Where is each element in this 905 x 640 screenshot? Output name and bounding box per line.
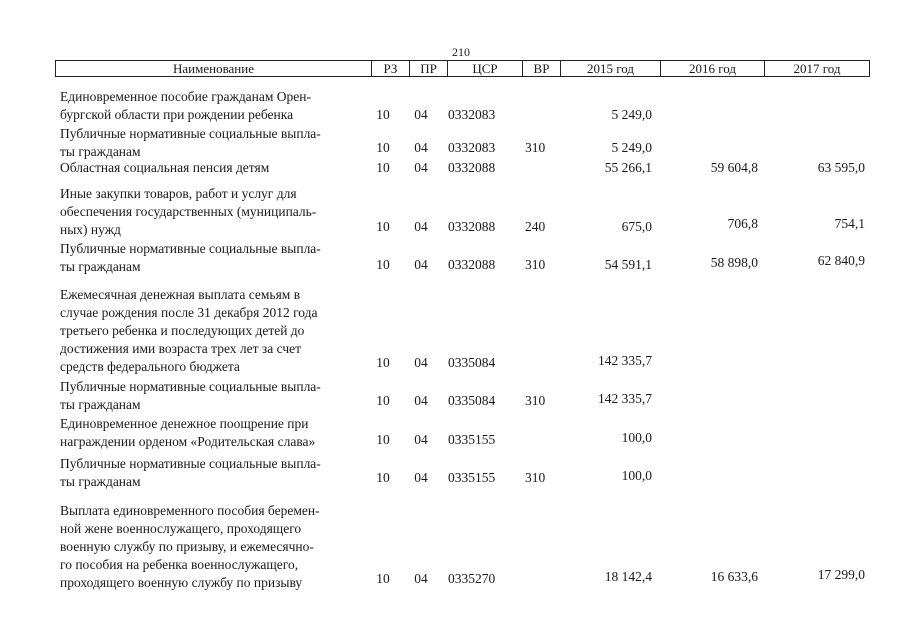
row-2017: 62 840,9	[817, 253, 865, 268]
row-2015: 55 266,1	[604, 160, 652, 175]
row-rz: 10	[376, 571, 390, 586]
row-name: Областная социальная пенсия детям	[60, 160, 270, 175]
row-csr: 0332083	[448, 107, 496, 122]
row-2016: 58 898,0	[710, 255, 758, 270]
row-name: Выплата единовременного пособия беремен- ной жене военнослужащего, проходящего военную службу по призыву, и ежемесячно- го пособия на ребенка военнослужащего, проходящего военную службу по призыву	[60, 503, 320, 590]
column-header-rz: РЗ	[371, 61, 409, 76]
column-header-2016: 2016 год	[660, 61, 764, 76]
row-pr: 04	[414, 160, 428, 175]
row-csr: 0335270	[448, 571, 496, 586]
row-rz: 10	[376, 140, 390, 155]
row-vr: 310	[525, 470, 546, 485]
row-rz: 10	[376, 470, 390, 485]
row-2016: 706,8	[727, 216, 758, 231]
row-2015: 100,0	[621, 430, 652, 445]
row-pr: 04	[414, 140, 428, 155]
row-name: Публичные нормативные социальные выпла- ты гражданам	[60, 241, 321, 274]
row-pr: 04	[414, 470, 428, 485]
row-pr: 04	[414, 432, 428, 447]
row-2015: 54 591,1	[604, 257, 652, 272]
table-header	[55, 60, 870, 77]
column-header-2015: 2015 год	[560, 61, 660, 76]
row-2015: 675,0	[621, 219, 652, 234]
row-rz: 10	[376, 355, 390, 370]
row-vr: 240	[525, 219, 546, 234]
row-rz: 10	[376, 432, 390, 447]
row-pr: 04	[414, 571, 428, 586]
row-csr: 0332088	[448, 257, 496, 272]
row-name: Ежемесячная денежная выплата семьям в случае рождения после 31 декабря 2012 года третьего ребенка и последующих детей до достижения ими возраста трех лет за счет средств федерального бюджета	[60, 287, 318, 374]
row-pr: 04	[414, 355, 428, 370]
row-csr: 0332088	[448, 219, 496, 234]
row-2016: 59 604,8	[710, 160, 758, 175]
row-name: Публичные нормативные социальные выпла- ты гражданам	[60, 126, 321, 159]
row-csr: 0335084	[448, 393, 496, 408]
row-2015: 142 335,7	[598, 391, 652, 406]
row-name: Публичные нормативные социальные выпла- ты гражданам	[60, 456, 321, 489]
row-csr: 0335155	[448, 432, 496, 447]
row-pr: 04	[414, 107, 428, 122]
column-header-vr: ВР	[522, 61, 560, 76]
row-2015: 142 335,7	[598, 353, 652, 368]
column-header-csr: ЦСР	[447, 61, 522, 76]
row-2015: 5 249,0	[611, 107, 652, 122]
row-pr: 04	[414, 257, 428, 272]
row-2015: 5 249,0	[611, 140, 652, 155]
row-rz: 10	[376, 257, 390, 272]
row-rz: 10	[376, 393, 390, 408]
row-rz: 10	[376, 107, 390, 122]
row-pr: 04	[414, 219, 428, 234]
row-2017: 63 595,0	[817, 160, 865, 175]
row-name: Единовременное пособие гражданам Орен- бургской области при рождении ребенка	[60, 89, 312, 122]
row-csr: 0332088	[448, 160, 496, 175]
column-header-2017: 2017 год	[764, 61, 869, 76]
column-header-pr: ПР	[409, 61, 447, 76]
row-name: Единовременное денежное поощрение при награждении орденом «Родительская слава»	[60, 416, 316, 449]
row-2015: 18 142,4	[604, 569, 652, 584]
row-2016: 16 633,6	[710, 569, 758, 584]
row-csr: 0335155	[448, 470, 496, 485]
page-number: 210	[452, 45, 470, 59]
row-name: Публичные нормативные социальные выпла- ты гражданам	[60, 379, 321, 412]
row-2015: 100,0	[621, 468, 652, 483]
row-name: Иные закупки товаров, работ и услуг для обеспечения государственных (муниципаль- ных) нужд	[60, 186, 317, 237]
row-2017: 17 299,0	[817, 567, 865, 582]
row-csr: 0332083	[448, 140, 496, 155]
row-2017: 754,1	[834, 216, 865, 231]
row-rz: 10	[376, 219, 390, 234]
row-vr: 310	[525, 393, 546, 408]
row-rz: 10	[376, 160, 390, 175]
row-csr: 0335084	[448, 355, 496, 370]
row-vr: 310	[525, 140, 546, 155]
row-pr: 04	[414, 393, 428, 408]
row-vr: 310	[525, 257, 546, 272]
column-header-name: Наименование	[173, 61, 254, 76]
